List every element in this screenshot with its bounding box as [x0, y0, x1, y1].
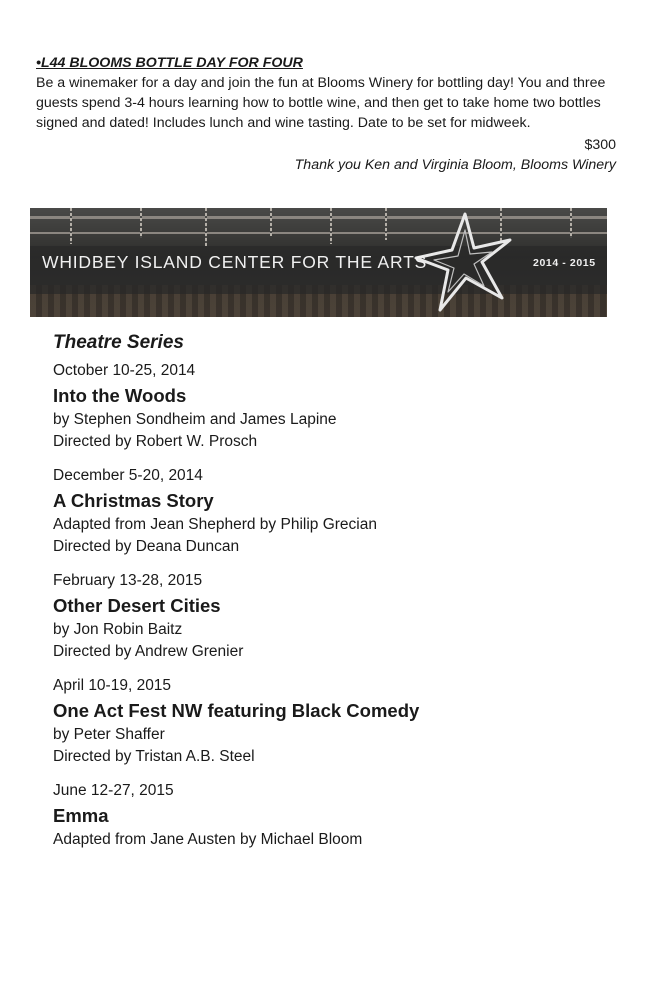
banner-rail	[30, 232, 607, 234]
show-entry	[53, 360, 613, 453]
show-credit: by Jon Robin Baitz	[53, 621, 183, 638]
lot-title: •L44 BLOOMS BOTTLE DAY FOR FOUR	[36, 55, 303, 71]
show-director: Directed by Tristan A.B. Steel	[53, 748, 255, 765]
show-date: February 13-28, 2015	[53, 572, 203, 589]
show-title: Into the Woods	[53, 385, 187, 406]
show-title: Other Desert Cities	[53, 595, 221, 616]
show-entry	[53, 570, 613, 663]
show-date: December 5-20, 2014	[53, 467, 203, 484]
theatre-series	[53, 330, 613, 863]
lot-thanks: Thank you Ken and Virginia Bloom, Blooms Winery	[294, 157, 616, 173]
banner-title: WHIDBEY ISLAND CENTER FOR THE ARTS	[42, 252, 428, 272]
banner-chain	[140, 208, 142, 238]
show-director: Directed by Robert W. Prosch	[53, 433, 258, 450]
show-entry	[53, 675, 613, 768]
banner-rail	[30, 216, 607, 219]
show-entry	[53, 465, 613, 558]
series-heading: Theatre Series	[53, 332, 184, 353]
show-date: June 12-27, 2015	[53, 782, 174, 799]
show-credit: Adapted from Jean Shepherd by Philip Grecian	[53, 516, 377, 533]
show-credit: by Peter Shaffer	[53, 726, 165, 743]
show-title: A Christmas Story	[53, 490, 214, 511]
show-director: Directed by Andrew Grenier	[53, 643, 244, 660]
show-title: One Act Fest NW featuring Black Comedy	[53, 700, 420, 721]
show-date: April 10-19, 2015	[53, 677, 172, 694]
show-credit: Adapted from Jane Austen by Michael Bloom	[53, 831, 363, 848]
lot-price: $300	[584, 137, 616, 153]
show-date: October 10-25, 2014	[53, 362, 196, 379]
show-entry	[53, 780, 613, 851]
lot-description: Be a winemaker for a day and join the fun at Blooms Winery for bottling day! You and three guests spend 3-4 hours learning how to bottle wine, and then get to take home two bottles signed and dated! Includes lunch and wine tasting. Date to be set for midweek.	[36, 75, 606, 131]
banner-chain	[570, 208, 572, 238]
show-director: Directed by Deana Duncan	[53, 538, 240, 555]
banner-chain	[205, 208, 207, 246]
show-credit: by Stephen Sondheim and James Lapine	[53, 411, 337, 428]
banner-chain	[330, 208, 332, 244]
show-title: Emma	[53, 805, 109, 826]
banner-years: 2014 - 2015	[533, 257, 596, 269]
banner-chain	[270, 208, 272, 236]
banner-chain	[70, 208, 72, 244]
auction-lot	[36, 53, 616, 175]
banner-chain	[385, 208, 387, 240]
wica-banner	[30, 208, 607, 317]
